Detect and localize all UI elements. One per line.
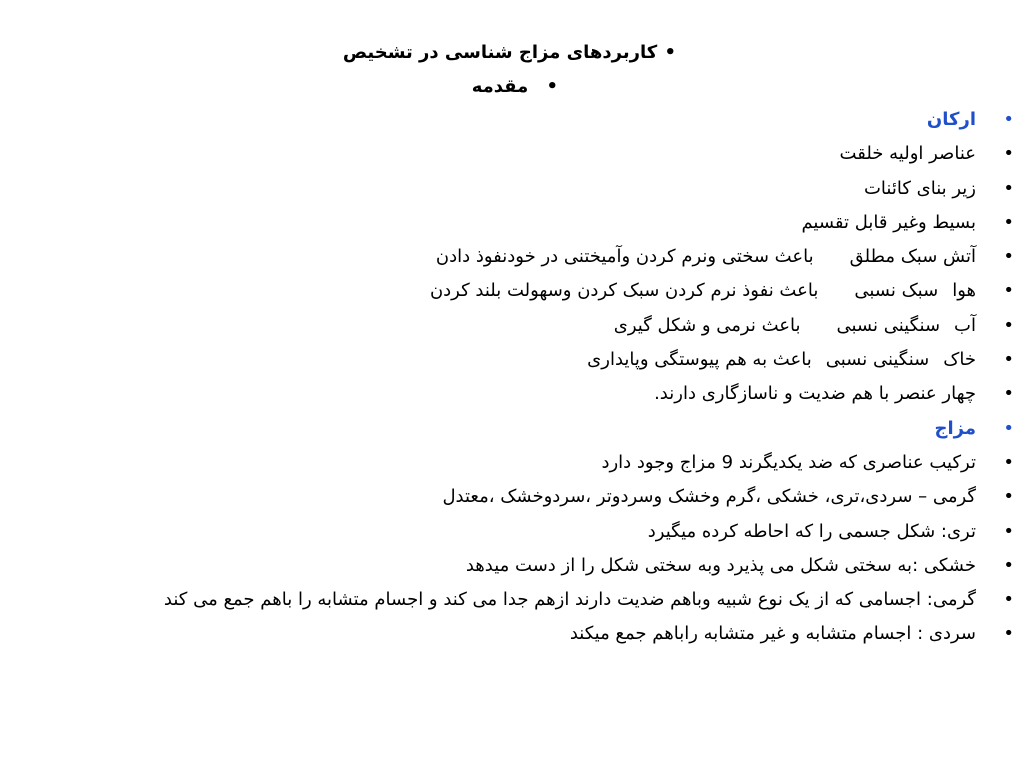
subtitle-bullet: • [546,76,558,97]
list-item [100,206,1014,240]
list-item [100,309,1014,343]
slide-subtitle: مقدمه [471,76,529,97]
bullet-icon: • [1003,486,1014,508]
bullet-icon: • [1003,280,1014,302]
list-item [100,240,1014,274]
list-item [100,274,1014,308]
list-item [100,480,1014,514]
list-item [100,172,1014,206]
list-item-text: تری: شکل جسمی را که احاطه کرده میگیرد [647,520,976,542]
bullet-icon: • [1003,554,1014,576]
list-item-text: گرمی: اجسامی که از یک نوع شبیه وباهم ضدیت دارند ازهم جدا می کند و اجسام متشابه را باهم جمع می کند [163,589,976,611]
list-item [100,137,1014,171]
bullet-icon: • [1003,177,1014,199]
element-quality: سبک نسبی [854,280,939,302]
subtitle-line [300,70,700,104]
title-bullet: • [664,42,676,63]
list-item [100,377,1014,411]
list-item [100,583,1014,617]
list-item-text: بسیط وغیر قابل تقسیم [801,211,976,233]
bullet-icon: • [1003,211,1014,233]
bullet-icon: • [1003,589,1014,611]
list-item-text: ترکیب عناصری که ضد یکدیگرند 9 مزاج وجود دارد [601,451,976,473]
list-item-text: چهار عنصر با هم ضدیت و ناسازگاری دارند. [654,383,976,405]
element-name: آتش سبک مطلق [849,246,976,268]
bullet-icon: • [1003,520,1014,542]
title-line [300,36,700,70]
element-name: آب [954,314,976,336]
list-item-text: عناصر اولیه خلقت [839,143,976,165]
element-effect: باعث به هم پیوستگی وپایداری [587,349,812,371]
list-item [100,412,1014,446]
list-item [100,617,1014,651]
list-item-text: گرمی – سردی،تری، خشکی ،گرم وخشک وسردوتر ،سردوخشک ،معتدل [442,486,976,508]
element-effect: باعث نرمی و شکل گیری [613,314,801,336]
list-item [100,103,1014,137]
section-heading: ارکان [926,109,976,130]
bullet-icon: • [1003,109,1014,130]
list-item-text: زیر بنای کائنات [863,177,976,199]
element-name: خاک [943,349,976,371]
list-item [100,343,1014,377]
bullet-icon: • [1003,417,1014,439]
bullet-icon: • [1003,143,1014,165]
list-item-text: سردی : اجسام متشابه و غیر متشابه راباهم جمع میکند [569,623,976,645]
section-heading: مزاج [934,417,976,439]
slide-title: کاربردهای مزاج شناسی در تشخیص [342,42,658,63]
bullet-icon: • [1003,451,1014,473]
list-item [100,446,1014,480]
list-item [100,515,1014,549]
title-block [300,36,700,104]
list-item-text: خشکی :به سختی شکل می پذیرد وبه سختی شکل را از دست میدهد [465,554,976,576]
bullet-icon: • [1003,314,1014,336]
element-effect: باعث نفوذ نرم کردن سبک کردن وسهولت بلند کردن [429,280,819,302]
bullet-icon: • [1003,383,1014,405]
bullet-list [100,103,1014,652]
element-name: هوا [952,280,976,302]
bullet-icon: • [1003,246,1014,268]
bullet-icon: • [1003,623,1014,645]
element-effect: باعث سختی ونرم کردن وآمیختنی در خودنفوذ دادن [435,246,814,268]
element-quality: سنگینی نسبی [825,349,930,371]
list-item [100,549,1014,583]
bullet-icon: • [1003,349,1014,371]
element-quality: سنگینی نسبی [836,314,941,336]
